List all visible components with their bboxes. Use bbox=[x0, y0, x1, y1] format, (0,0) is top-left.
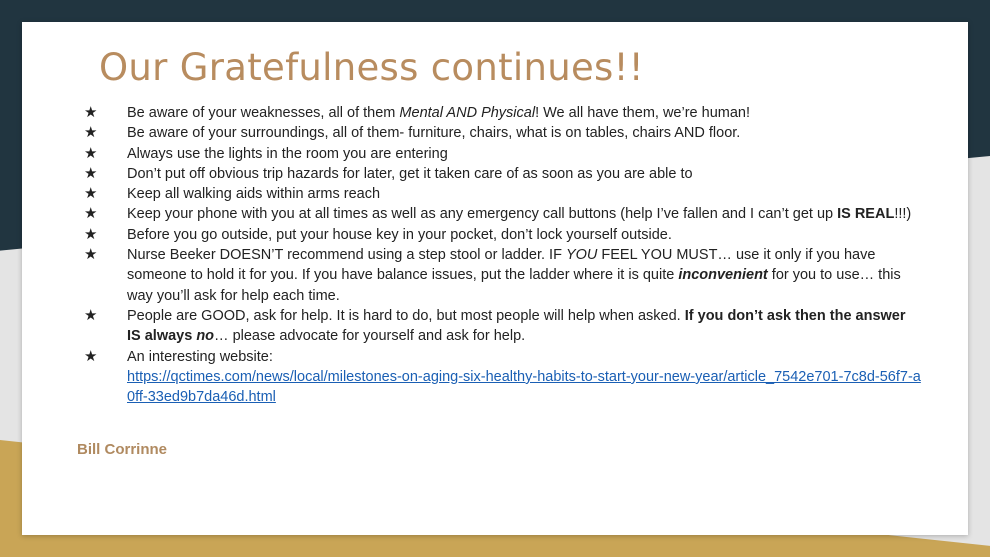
star-icon: ★ bbox=[84, 306, 98, 324]
website-link[interactable]: https://qctimes.com/news/local/milestones-on-aging-six-healthy-habits-to-start-your-new-year/article_7542e701-7c8d-56f7-a0ff-33ed9b7da46d.html bbox=[127, 368, 921, 406]
star-icon: ★ bbox=[84, 347, 98, 365]
bullet-item: ★ Always use the lights in the room you are entering bbox=[82, 144, 922, 164]
bullet-item: ★ Keep all walking aids within arms reach bbox=[82, 184, 922, 204]
slide-card bbox=[22, 22, 968, 535]
star-icon: ★ bbox=[84, 124, 98, 142]
slide-title: Our Gratefulness continues!! bbox=[99, 46, 644, 89]
star-icon: ★ bbox=[84, 246, 98, 264]
bullet-item-website: ★ An interesting website: https://qctimes.com/news/local/milestones-on-aging-six-healthy-habits-to-start-your-new-year/article_7542e701-7c8d-56f7-a0ff-33ed9b7da46d.html bbox=[84, 347, 921, 406]
star-icon: ★ bbox=[84, 144, 98, 162]
bullet-item: ★ Before you go outside, put your house key in your pocket, don’t lock yourself outside. bbox=[82, 225, 922, 245]
bullet-item: ★ People are GOOD, ask for help. It is hard to do, but most people will help when asked. If you don’t ask then the answer IS always no… please advocate for yourself and ask for help. bbox=[84, 306, 906, 345]
star-icon: ★ bbox=[84, 225, 98, 243]
star-icon: ★ bbox=[84, 185, 98, 203]
bullet-item: ★ Be aware of your weaknesses, all of them Mental AND Physical! We all have them, we’re human! bbox=[82, 103, 922, 123]
star-icon: ★ bbox=[84, 205, 98, 223]
bullet-item: ★ Be aware of your surroundings, all of them- furniture, chairs, what is on tables, chairs AND floor. bbox=[82, 123, 922, 143]
bullet-item: ★ Keep your phone with you at all times as well as any emergency call buttons (help I’ve fallen and I can’t get up IS REAL!!!) bbox=[82, 204, 922, 224]
bullet-item: ★ Nurse Beeker DOESN’T recommend using a step stool or ladder. IF YOU FEEL YOU MUST… use it only if you have someone to hold it for you. If you have balance issues, put the ladder where it is quite inconvenient for you to use… this way you’ll ask for help each time. bbox=[84, 246, 901, 304]
bullet-list bbox=[82, 103, 922, 407]
star-icon: ★ bbox=[84, 104, 98, 121]
author-name: Bill Corrinne bbox=[77, 441, 168, 458]
bullet-item: ★ Don’t put off obvious trip hazards for later, get it taken care of as soon as you are able to bbox=[82, 164, 922, 184]
star-icon: ★ bbox=[84, 164, 98, 182]
